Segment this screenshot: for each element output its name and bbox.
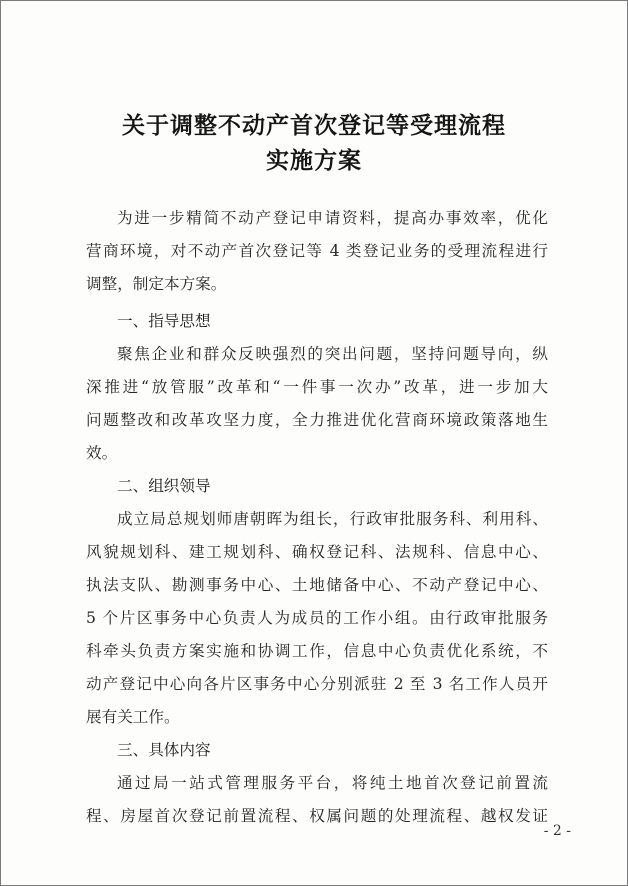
text-line: 成立局总规划师唐朝晖为组长，行政审批服务科、利用科、 (117, 510, 548, 528)
text-line: 深推进“放管服”改革和“一件事一次办”改革，进一步加大 (86, 378, 548, 396)
text-line: 展有关工作。 (86, 708, 180, 726)
text-line: 调整，制定本方案。 (86, 275, 227, 293)
section-heading-guiding-ideology: 一、指导思想 (117, 312, 211, 330)
text-line: 为进一步精简不动产登记申请资料，提高办事效率，优化 (117, 209, 548, 227)
text-line: 问题整改和改革攻坚力度，全力推进优化营商环境政策落地生 (86, 411, 548, 429)
page-number: - 2 - (543, 823, 571, 839)
document-title-line-1: 关于调整不动产首次登记等受理流程 (122, 112, 506, 139)
text-line: 聚焦企业和群众反映强烈的突出问题，坚持问题导向，纵 (117, 345, 548, 363)
text-line: 科牵头负责方案实施和协调工作，信息中心负责优化系统，不 (86, 642, 548, 660)
text-line: 执法支队、勘测事务中心、土地储备中心、不动产登记中心、 (86, 576, 548, 594)
text-line: 风貌规划科、建工规划科、确权登记科、法规科、信息中心、 (86, 543, 548, 561)
text-line: 动产登记中心向各片区事务中心分别派驻 2 至 3 名工作人员开 (86, 675, 548, 693)
section-heading-specific-content: 三、具体内容 (117, 741, 211, 759)
section-heading-organization: 二、组织领导 (117, 477, 211, 495)
text-line: 程、房屋首次登记前置流程、权属问题的处理流程、越权发证 (86, 807, 548, 825)
text-line: 5 个片区事务中心负责人为成员的工作小组。由行政审批服务 (86, 609, 548, 627)
text-line: 营商环境，对不动产首次登记等 4 类登记业务的受理流程进行 (86, 242, 548, 260)
document-title-line-2: 实施方案 (266, 147, 362, 174)
text-line: 效。 (86, 444, 118, 462)
text-line: 通过局一站式管理服务平台，将纯土地首次登记前置流 (117, 774, 548, 792)
